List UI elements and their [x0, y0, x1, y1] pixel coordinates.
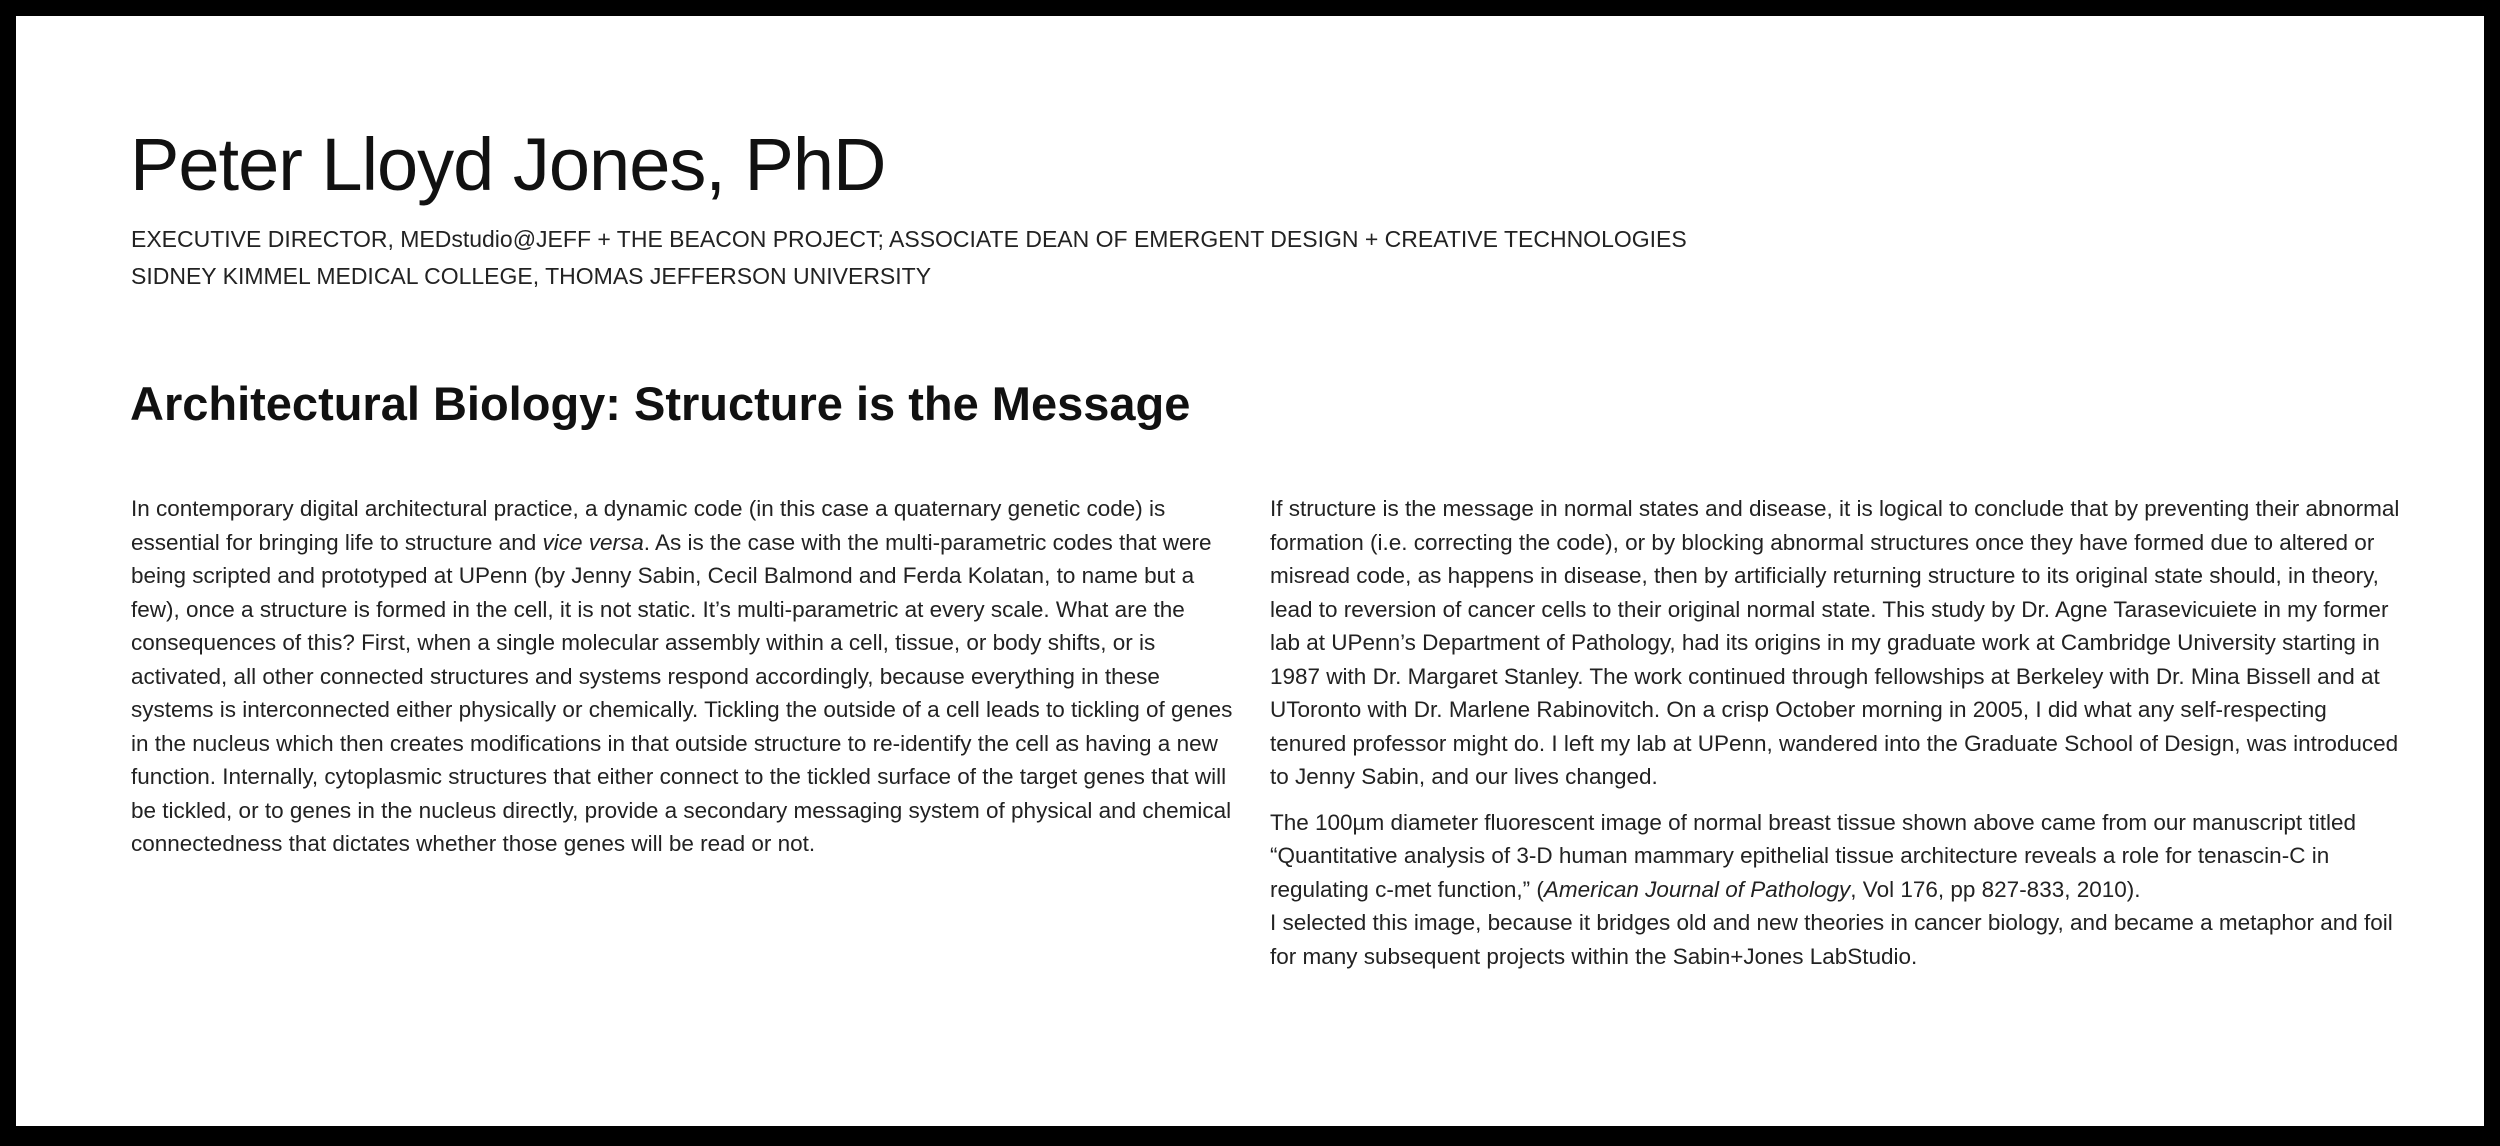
author-affiliation [131, 221, 1687, 295]
article-title: Architectural Biology: Structure is the Message [130, 377, 1191, 430]
right-paragraph-1: If structure is the message in normal states and disease, it is logical to conclude that by preventing their abnormal formation (i.e. correcting the code), or by blocking abnormal structures once they have formed due to altered or misread code, as happens in disease, then by artificially returning structure to its original state should, in theory, lead to reversion of cancer cells to their original normal state. This study by Dr. Agne Tarasevicuiete in my former lab at UPenn’s Department of Pathology, had its origins in my graduate work at Cambridge University starting in 1987 with Dr. Margaret Stanley. The work continued through fellowships at Berkeley with Dr. Mina Bissell and at UToronto with Dr. Marlene Rabinovitch. On a crisp October morning in 2005, I did what any self-respecting tenured professor might do. I left my lab at UPenn, wandered into the Graduate School of Design, was introduced to Jenny Sabin, and our lives changed. [1270, 496, 2400, 789]
author-role: EXECUTIVE DIRECTOR, MEDstudio@JEFF + THE BEACON PROJECT; ASSOCIATE DEAN OF EMERGENT DESIGN + CREATIVE TECHNOLOGIES [131, 226, 1687, 252]
right-column [1270, 492, 2400, 985]
author-institution: SIDNEY KIMMEL MEDICAL COLLEGE, THOMAS JEFFERSON UNIVERSITY [131, 263, 932, 289]
author-name: Peter Lloyd Jones, PhD [130, 123, 886, 206]
right-paragraph-2: The 100µm diameter fluorescent image of normal breast tissue shown above came from our manuscript titled “Quantitative analysis of 3-D human mammary epithelial tissue architecture reveals a role for tenascin-C in regulating c-met function,” (American Journal of Pathology, Vol 176, pp 827-833, 2010). I selected this image, because it bridges old and new theories in cancer biology, and became a metaphor and foil for many subsequent projects within the Sabin+Jones LabStudio. [1270, 809, 2393, 969]
left-paragraph-1: In contemporary digital architectural practice, a dynamic code (in this case a quaternary genetic code) is essential for bringing life to structure and vice versa. As is the case with the multi-parametric codes that were being scripted and prototyped at UPenn (by Jenny Sabin, Cecil Balmond and Ferda Kolatan, to name but a few), once a structure is formed in the cell, it is not static. It’s multi-parametric at every scale. What are the consequences of this? First, when a single molecular assembly within a cell, tissue, or body shifts, or is activated, all other connected structures and systems respond accordingly, because everything in these systems is interconnected either physically or chemically. Tickling the outside of a cell leads to tickling of genes in the nucleus which then creates modifications in that outside structure to re-identify the cell as having a new function. Internally, cytoplasmic structures that either connect to the tickled surface of the target genes that will be tickled, or to genes in the nucleus directly, provide a secondary messaging system of physical and chemical connectedness that dictates whether those genes will be read or not. [131, 496, 1233, 856]
left-column [131, 492, 1246, 873]
document-page [16, 16, 2484, 1126]
